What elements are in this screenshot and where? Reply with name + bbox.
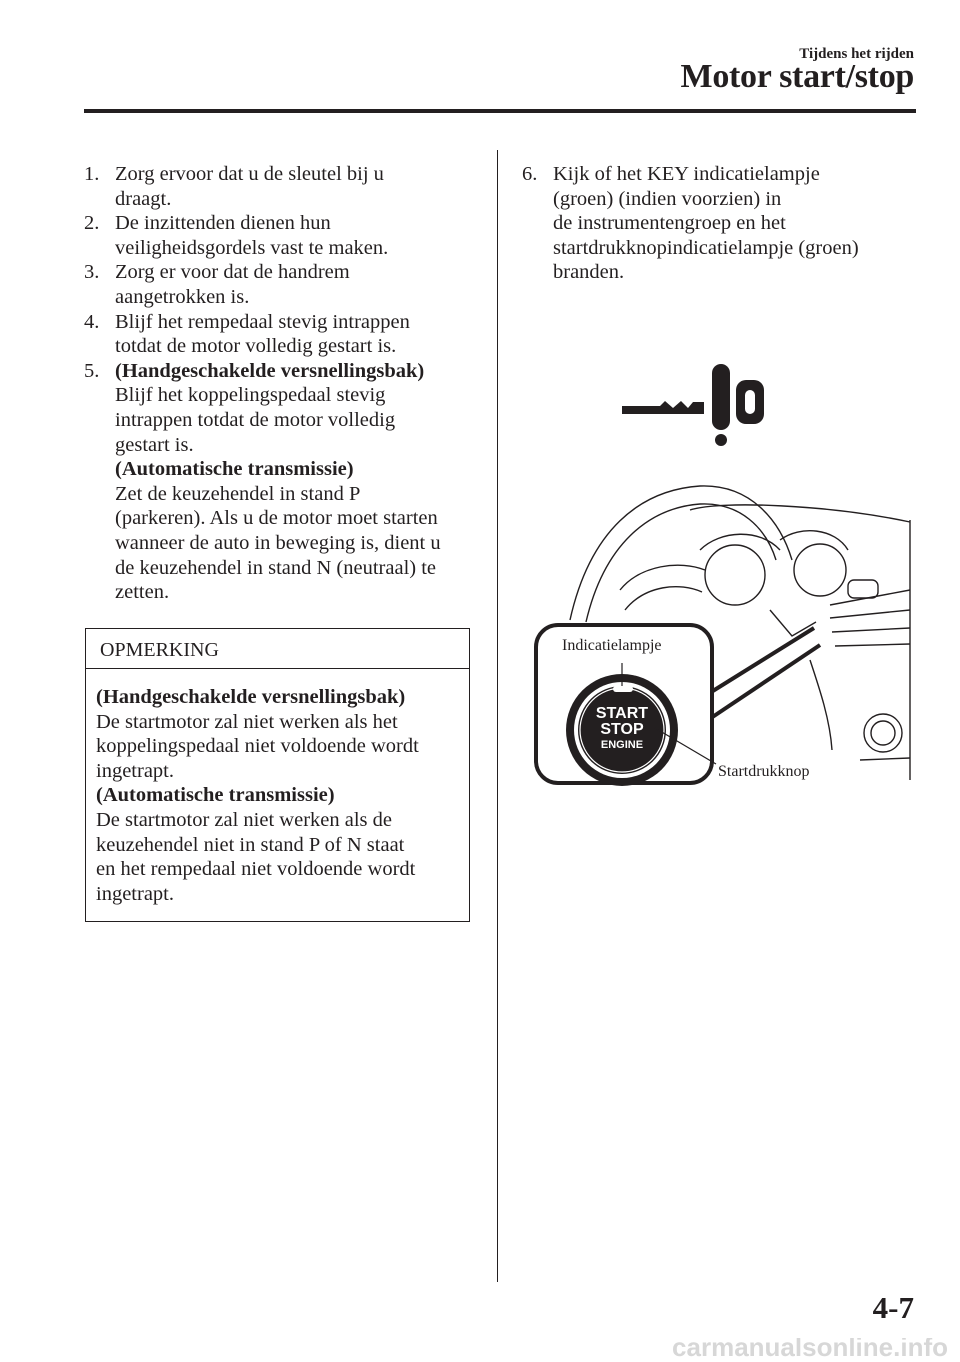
- step-line: (groen) (indien voorzien) in: [553, 187, 782, 210]
- note-subheading-auto: (Automatische transmissie): [96, 784, 335, 807]
- step-line: De inzittenden dienen hun: [115, 212, 331, 235]
- header-section: Tijdens het rijden: [799, 46, 914, 62]
- note-line: De startmotor zal niet werken als het: [96, 710, 398, 733]
- step-item: [84, 260, 484, 309]
- step-item: [84, 310, 484, 359]
- step-line: (parkeren). Als u de motor moet starten: [115, 507, 438, 530]
- step-line: wanneer de auto in beweging is, dient u: [115, 531, 441, 554]
- step-line: branden.: [553, 261, 625, 284]
- button-text-engine: ENGINE: [600, 739, 644, 751]
- button-label: Startdrukknop: [718, 763, 810, 780]
- steps-list-right: [522, 162, 922, 285]
- step-number: 4.: [84, 310, 100, 333]
- start-button-figure: [530, 360, 920, 800]
- steps-list-left: [84, 162, 484, 605]
- step-line: aangetrokken is.: [115, 285, 250, 308]
- step-line: Kijk of het KEY indicatielampje: [553, 163, 820, 185]
- button-text-stop: STOP: [600, 721, 644, 738]
- button-text-start: START: [595, 705, 649, 722]
- note-line: De startmotor zal niet werken als de: [96, 808, 392, 831]
- note-box: [85, 628, 470, 922]
- column-divider: [497, 150, 498, 1282]
- note-line: ingetrapt.: [96, 882, 174, 905]
- page-number: 4-7: [872, 1290, 914, 1325]
- step-subheading-manual: (Handgeschakelde versnellingsbak): [115, 359, 425, 382]
- step-item: [522, 162, 922, 285]
- note-line: en het rempedaal niet voldoende wordt: [96, 858, 416, 881]
- step-line: draagt.: [115, 187, 172, 210]
- step-line: Zorg er voor dat de handrem: [115, 261, 350, 284]
- note-line: ingetrapt.: [96, 759, 174, 782]
- step-item: [84, 211, 484, 260]
- page-title: Motor start/stop: [680, 58, 914, 95]
- key-warning-icon: [622, 364, 764, 446]
- header-rule: [84, 109, 916, 113]
- step-number: 5.: [84, 359, 100, 382]
- step-subheading-auto: (Automatische transmissie): [115, 458, 354, 481]
- indicator-label: Indicatielampje: [562, 637, 662, 654]
- step-item: [84, 162, 484, 211]
- step-line: gestart is.: [115, 433, 194, 456]
- step-line: Blijf het koppelingspedaal stevig: [115, 384, 386, 407]
- callout-lines: [708, 628, 820, 720]
- step-line: Blijf het rempedaal stevig intrappen: [115, 310, 410, 333]
- note-subheading-manual: (Handgeschakelde versnellingsbak): [96, 686, 406, 708]
- step-line: de instrumentengroep en het: [553, 212, 786, 235]
- watermark: [0, 1338, 960, 1362]
- step-number: 1.: [84, 163, 100, 185]
- step-number: 3.: [84, 261, 100, 284]
- step-line: startdrukknopindicatielampje (groen): [553, 236, 859, 259]
- note-body: [86, 669, 469, 906]
- dashboard-illustration: [530, 360, 920, 800]
- note-line: koppelingspedaal niet voldoende wordt: [96, 735, 419, 758]
- step-line: totdat de motor volledig gestart is.: [115, 335, 397, 358]
- step-line: Zorg ervoor dat u de sleutel bij u: [115, 163, 384, 185]
- note-line: keuzehendel niet in stand P of N staat: [96, 833, 405, 856]
- step-number: 6.: [522, 163, 538, 185]
- step-line: de keuzehendel in stand N (neutraal) te: [115, 556, 437, 579]
- step-number: 2.: [84, 212, 100, 235]
- watermark-text: carmanualsonline.info: [672, 1338, 948, 1362]
- note-heading: OPMERKING: [86, 629, 469, 669]
- step-line: zetten.: [115, 581, 170, 604]
- step-line: intrappen totdat de motor volledig: [115, 408, 396, 431]
- step-line: Zet de keuzehendel in stand P: [115, 482, 361, 505]
- step-line: veiligheidsgordels vast te maken.: [115, 236, 389, 259]
- step-item: [84, 359, 484, 605]
